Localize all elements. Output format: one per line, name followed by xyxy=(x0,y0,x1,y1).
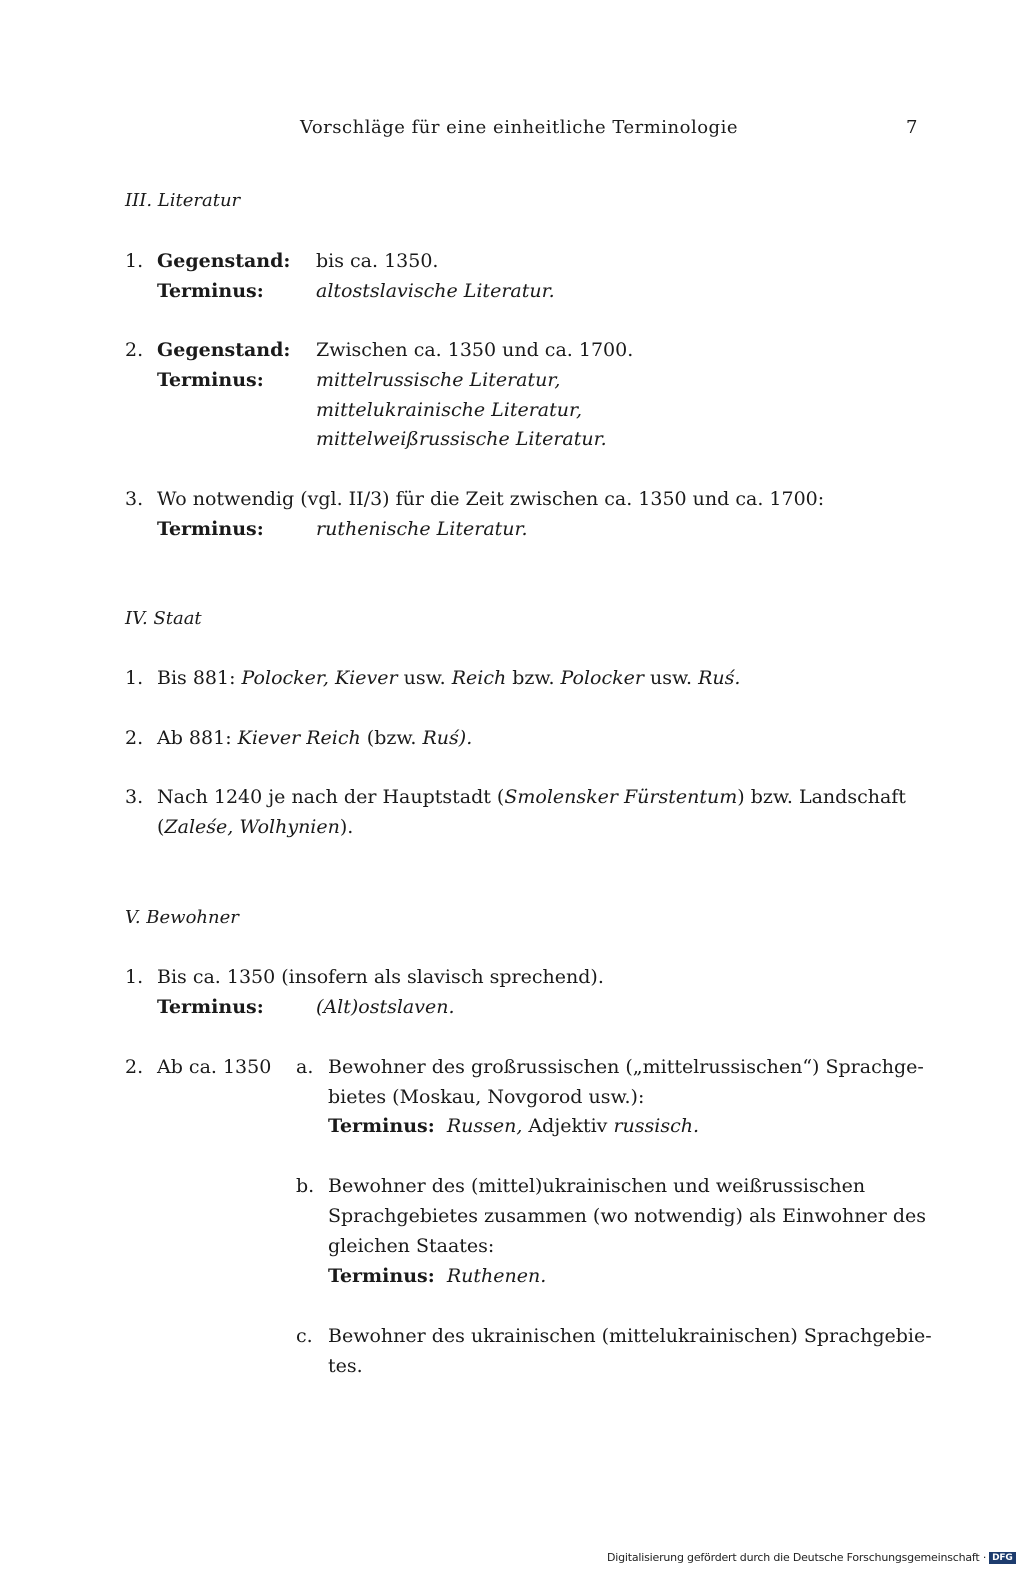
terminus-value: altostslavische Literatur. xyxy=(316,280,555,302)
gegenstand-label: Gegenstand: xyxy=(157,339,291,361)
terminus-value: mittelrussische Literatur, xyxy=(316,369,561,391)
terminus-value: mittelweißrussische Literatur. xyxy=(316,428,607,450)
subitem-letter: b. xyxy=(296,1175,315,1197)
item-number: 3. xyxy=(125,786,144,808)
item-label: Ab ca. 1350 xyxy=(157,1056,272,1078)
running-header: Vorschläge für eine einheitliche Terminologie xyxy=(300,117,738,138)
terminus-value: mittelukrainische Literatur, xyxy=(316,399,583,421)
gegenstand-value: bis ca. 1350. xyxy=(316,250,439,272)
item-text: Ab 881: Kiever Reich (bzw. Ruś). xyxy=(157,727,473,749)
item-text: Bis ca. 1350 (insofern als slavisch sprechend). xyxy=(157,966,604,988)
subitem-terminus: Terminus: Ruthenen. xyxy=(328,1265,547,1287)
item-number: 1. xyxy=(125,667,144,689)
item-number: 3. xyxy=(125,488,144,510)
item-text-continued: (Zaleśe, Wolhynien). xyxy=(157,816,354,838)
subitem-text: Bewohner des großrussischen („mittelrussischen“) Sprachge- xyxy=(328,1056,924,1078)
item-number: 2. xyxy=(125,339,144,361)
gegenstand-label: Gegenstand: xyxy=(157,250,291,272)
dfg-logo: DFG xyxy=(989,1552,1015,1564)
terminus-value: ruthenische Literatur. xyxy=(316,518,528,540)
section-heading-literatur: III. Literatur xyxy=(125,190,241,211)
terminus-label: Terminus: xyxy=(157,369,264,391)
item-text: Nach 1240 je nach der Hauptstadt (Smolensker Fürstentum) bzw. Landschaft xyxy=(157,786,906,808)
gegenstand-value: Zwischen ca. 1350 und ca. 1700. xyxy=(316,339,634,361)
section-heading-staat: IV. Staat xyxy=(125,608,202,629)
subitem-text: bietes (Moskau, Novgorod usw.): xyxy=(328,1086,645,1108)
terminus-value: (Alt)ostslaven. xyxy=(316,996,455,1018)
digitization-footer: Digitalisierung gefördert durch die Deutsche Forschungsgemeinschaft · DFG xyxy=(607,1551,1016,1564)
terminus-label: Terminus: xyxy=(157,280,264,302)
item-number: 1. xyxy=(125,250,144,272)
item-text: Wo notwendig (vgl. II/3) für die Zeit zwischen ca. 1350 und ca. 1700: xyxy=(157,488,825,510)
page-number: 7 xyxy=(906,117,918,138)
item-number: 2. xyxy=(125,727,144,749)
section-heading-bewohner: V. Bewohner xyxy=(125,907,239,928)
subitem-text: Bewohner des (mittel)ukrainischen und weißrussischen xyxy=(328,1175,866,1197)
subitem-letter: a. xyxy=(296,1056,314,1078)
terminus-label: Terminus: xyxy=(157,996,264,1018)
subitem-text: tes. xyxy=(328,1355,363,1377)
subitem-terminus: Terminus: Russen, Adjektiv russisch. xyxy=(328,1115,700,1137)
subitem-text: Bewohner des ukrainischen (mittelukrainischen) Sprachgebie- xyxy=(328,1325,932,1347)
subitem-text: gleichen Staates: xyxy=(328,1235,495,1257)
subitem-letter: c. xyxy=(296,1325,313,1347)
item-number: 1. xyxy=(125,966,144,988)
item-number: 2. xyxy=(125,1056,144,1078)
subitem-text: Sprachgebietes zusammen (wo notwendig) als Einwohner des xyxy=(328,1205,927,1227)
item-text: Bis 881: Polocker, Kiever usw. Reich bzw. Polocker usw. Ruś. xyxy=(157,667,741,689)
terminus-label: Terminus: xyxy=(157,518,264,540)
